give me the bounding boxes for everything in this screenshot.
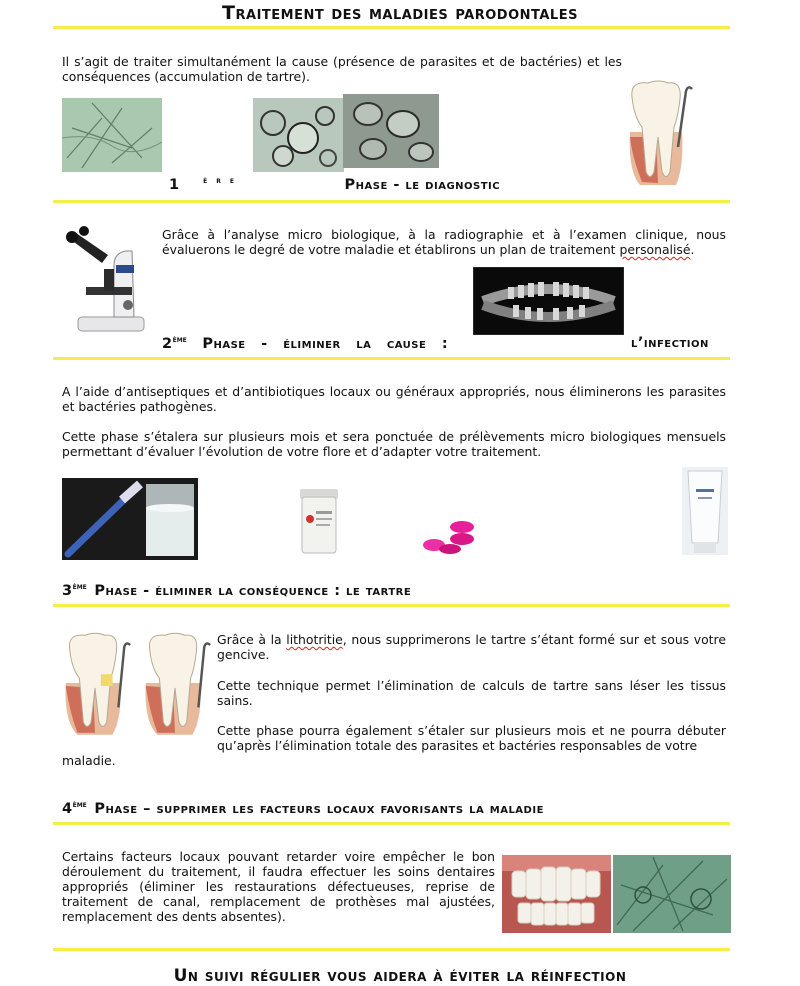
- phase2-number: 2: [162, 335, 173, 352]
- phase1-suffix: ère: [203, 176, 243, 185]
- phase2-text-2: Cette phase s’étalera sur plusieurs mois et sera ponctuée de prélèvements micro biologiques mensuels permettant d’évaluer l’évolution de votre flore et d’adapter votre traitement.: [62, 429, 726, 459]
- divider: [53, 357, 730, 360]
- phase3-title: Phase - éliminer la conséquence : le tartre: [94, 582, 412, 599]
- front-teeth-photo: [502, 855, 611, 933]
- gel-tube-photo: [682, 467, 728, 555]
- phase3-heading: [62, 582, 722, 599]
- divider: [53, 200, 730, 203]
- microscopy-image-2: [253, 98, 344, 172]
- phase3-text-1-end: , nous supprimerons le tartre s’étant formé sur et sous votre gencive.: [217, 632, 726, 662]
- phase1-heading: [169, 176, 729, 193]
- phase3-number: 3: [62, 582, 73, 599]
- microscopy-image-1: [62, 98, 162, 172]
- phase3-text-1-underlined: lithotritie: [286, 632, 343, 647]
- phase2-text-1: A l’aide d’antiseptiques et d’antibiotiques locaux ou généraux appropriés, nous éliminerons les parasites et bactéries pathogènes.: [62, 384, 726, 414]
- phase4-number: 4: [62, 800, 73, 817]
- pink-tablets-photo: [420, 517, 482, 555]
- phase3-suffix: ème: [72, 582, 87, 591]
- phase4-suffix: ème: [72, 800, 87, 809]
- phase4-heading: [62, 800, 722, 817]
- microscopy-image-3: [343, 94, 439, 168]
- phase4-text: Certains facteurs locaux pouvant retarder voire empêcher le bon déroulement du traitement, il faudra effectuer les soins dentaires appropriés (éliminer les restaurations défectueuses, reprise de traitement de canal, remplacement de prothèses mal ajustées, remplacement des dents absentes).: [62, 849, 495, 924]
- divider: [53, 948, 730, 951]
- pill-jar-photo: [298, 487, 340, 555]
- phase3-text-2: Cette technique permet l’élimination de calculs de tartre sans léser les tissus sains.: [217, 678, 726, 708]
- phase3-text-1: [217, 632, 726, 662]
- intro-text: Il s’agit de traiter simultanément la cause (présence de parasites et de bactéries) et les conséquences (accumulation de tartre).: [62, 54, 622, 84]
- phase1-title: Phase - le diagnostic: [344, 176, 501, 193]
- phase1-number: 1: [169, 176, 180, 193]
- phase1-text-underlined: personalisé: [619, 242, 691, 257]
- phase3-text-3: Cette phase pourra également s’étaler sur plusieurs mois et ne pourra débuter qu’après l’élimination totale des parasites et bactéries responsables de votre: [217, 723, 726, 753]
- divider: [53, 604, 730, 607]
- phase2-heading-infection: l’infection: [631, 335, 709, 351]
- phase1-text-main: Grâce à l’analyse micro biologique, à la radiographie et à l’examen clinique, nous évaluerons le degré de votre maladie et établirons un plan de traitement: [162, 227, 726, 257]
- tooth-probe-illustration: [618, 77, 698, 189]
- microscope-photo: [56, 225, 156, 335]
- phase1-text-end: .: [690, 242, 695, 257]
- phase3-text-1-start: Grâce à la: [217, 632, 287, 647]
- divider: [53, 822, 730, 825]
- divider: [53, 26, 730, 29]
- page-title: Traitement des maladies parodontales: [222, 2, 578, 24]
- panoramic-xray: [473, 267, 624, 335]
- phase1-text: [162, 227, 726, 257]
- toothbrush-glass-photo: [62, 478, 198, 560]
- phase3-text-3-tail: maladie.: [62, 753, 116, 768]
- tooth-calculus-illustration: [56, 628, 134, 740]
- footer-text: Un suivi régulier vous aidera à éviter la réinfection: [173, 966, 627, 986]
- tooth-clean-illustration: [136, 628, 214, 740]
- phase2-title: Phase - éliminer la cause :: [202, 335, 449, 352]
- microscopy-image-4: [613, 855, 731, 933]
- phase2-suffix: ème: [172, 335, 187, 344]
- phase4-title: Phase – supprimer les facteurs locaux favorisants la maladie: [94, 800, 544, 817]
